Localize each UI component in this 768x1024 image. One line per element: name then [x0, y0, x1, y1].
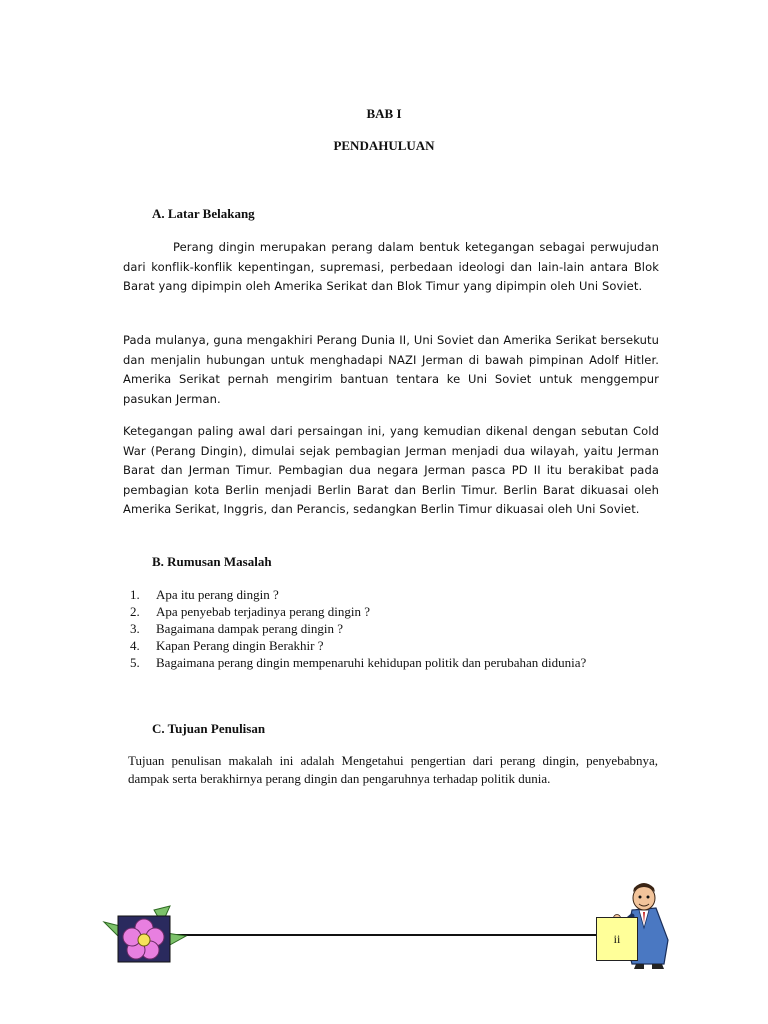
- list-number: 3.: [130, 621, 140, 636]
- list-text: Bagaimana dampak perang dingin ?: [156, 621, 343, 636]
- list-text: Apa penyebab terjadinya perang dingin ?: [156, 604, 371, 619]
- list-text: Kapan Perang dingin Berakhir ?: [156, 638, 324, 653]
- list-text: Bagaimana perang dingin mempenaruhi kehidupan politik dan perubahan didunia?: [156, 655, 587, 670]
- footer-rule: [160, 934, 600, 936]
- list-item: [130, 603, 650, 620]
- section-c-body: Tujuan penulisan makalah ini adalah Mengetahui pengertian dari perang dingin, penyebabnya, dampak serta berakhirnya perang dingin dan pengaruhnya terhadap politik dunia.: [128, 753, 658, 786]
- list-text: Apa itu perang dingin ?: [156, 587, 279, 602]
- page-number-box: [596, 917, 638, 961]
- page-number: ii: [613, 931, 621, 946]
- list-number: 5.: [130, 655, 140, 670]
- section-a-heading: A. Latar Belakang: [152, 206, 255, 221]
- list-number: 2.: [130, 604, 140, 619]
- list-item: [130, 620, 650, 637]
- section-c-heading: C. Tujuan Penulisan: [152, 721, 266, 736]
- chapter-title: PENDAHULUAN: [333, 138, 435, 153]
- paragraph: Perang dingin merupakan perang dalam bentuk ketegangan sebagai perwujudan dari konflik-konflik kepentingan, supremasi, perbedaan ideologi dan lain-lain antara Blok Barat yang dipimpin oleh Amerika Serikat dan Blok Timur yang dipimpin oleh Uni Soviet.: [123, 240, 659, 293]
- section-a-body-3: [123, 422, 659, 520]
- paragraph: Pada mulanya, guna mengakhiri Perang Dunia II, Uni Soviet dan Amerika Serikat bersekutu dan menjalin hubungan untuk menghadapi NAZI Jerman di bawah pimpinan Adolf Hitler. Amerika Serikat pernah mengirim bantuan tentara ke Uni Soviet untuk menggempur pasukan Jerman.: [123, 333, 659, 406]
- list-item: [130, 637, 650, 654]
- list-number: 1.: [130, 587, 140, 602]
- paragraph: Ketegangan paling awal dari persaingan ini, yang kemudian dikenal dengan sebutan Cold War (Perang Dingin), dimulai sejak pembagian Jerman menjadi dua wilayah, yaitu Jerman Barat dan Jerman Timur. Pembagian dua negara Jerman pasca PD II itu berakibat pada pembagian kota Berlin menjadi Berlin Barat dan Berlin Timur. Berlin Barat dikuasai oleh Amerika Serikat, Inggris, dan Perancis, sedangkan Berlin Timur dikuasai oleh Uni Soviet.: [123, 424, 659, 516]
- chapter-number: BAB I: [366, 106, 402, 121]
- list-item: [130, 654, 626, 671]
- problem-list: [130, 586, 650, 671]
- list-number: 4.: [130, 638, 140, 653]
- list-item: [130, 586, 650, 603]
- section-a-body-2: [123, 331, 659, 409]
- section-b-heading: B. Rumusan Masalah: [152, 554, 272, 569]
- section-a-body: [123, 238, 659, 297]
- flower-icon: [98, 902, 190, 964]
